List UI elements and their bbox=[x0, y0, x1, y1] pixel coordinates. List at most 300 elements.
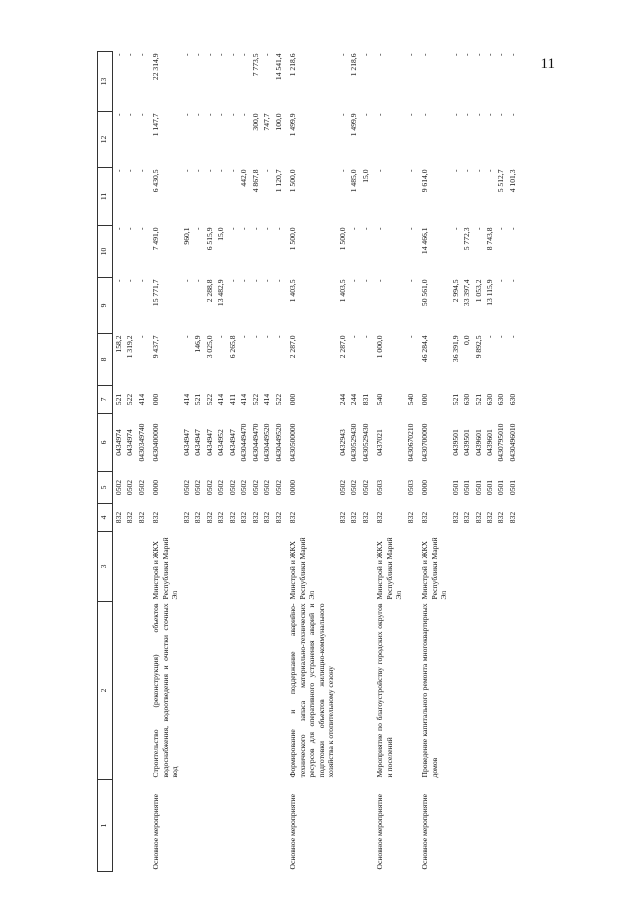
value-col11-cell: 4 867,8 bbox=[250, 169, 260, 193]
value-col11-cell: - bbox=[450, 169, 460, 173]
value-col10-cell: - bbox=[262, 227, 272, 231]
table-row bbox=[181, 52, 192, 872]
value-col12-cell: - bbox=[114, 113, 123, 117]
value-col13-cell: - bbox=[136, 53, 146, 57]
target-article-cell: 0434947 bbox=[227, 429, 237, 456]
value-col9-cell: - bbox=[405, 279, 415, 283]
section-cell: 0000 bbox=[151, 479, 161, 496]
target-article-cell: 0430500000 bbox=[288, 423, 298, 462]
value-col11-cell: 9 614,0 bbox=[420, 169, 430, 193]
grbs-cell: 832 bbox=[204, 511, 214, 524]
grbs-cell: 832 bbox=[337, 511, 347, 524]
value-col13-cell: - bbox=[337, 53, 347, 57]
section-cell: 0502 bbox=[360, 479, 370, 496]
section-cell: 0501 bbox=[462, 479, 472, 496]
value-col13-cell: - bbox=[239, 53, 249, 57]
section-cell: 0502 bbox=[262, 479, 272, 496]
grbs-cell: 832 bbox=[360, 511, 370, 524]
value-col13-cell: - bbox=[227, 53, 237, 57]
value-col9-cell: 2 994,5 bbox=[450, 279, 460, 303]
value-col13-cell: 7 773,5 bbox=[250, 53, 260, 77]
value-col10-cell: 8 743,8 bbox=[484, 227, 494, 251]
value-col9-cell: - bbox=[507, 279, 517, 283]
event-name-cell: Строительство (реконструкция) объектов водоснабжения, водоотведения и очистки сточных вод bbox=[151, 603, 180, 778]
event-type-cell bbox=[124, 780, 135, 872]
event-name-cell bbox=[204, 602, 215, 780]
value-col11-cell: - bbox=[227, 169, 237, 173]
expense-type-cell: 521 bbox=[114, 393, 123, 406]
value-col13-cell: 14 541,4 bbox=[273, 53, 283, 81]
value-col8-cell: 1 319,2 bbox=[125, 335, 135, 359]
event-name-cell bbox=[136, 602, 147, 780]
table-body bbox=[113, 52, 519, 872]
value-col12-cell: - bbox=[473, 113, 483, 117]
grbs-cell: 832 bbox=[227, 511, 237, 524]
table-row bbox=[360, 52, 371, 872]
grbs-cell: 832 bbox=[239, 511, 249, 524]
value-col8-cell: - bbox=[216, 335, 226, 339]
value-col11-cell: - bbox=[181, 169, 191, 173]
value-col8-cell: - bbox=[181, 335, 191, 339]
value-col10-cell: - bbox=[473, 227, 483, 231]
target-article-cell: 0430349740 bbox=[136, 423, 146, 462]
value-col13-cell: - bbox=[375, 53, 385, 57]
target-article-cell: 0430496010 bbox=[507, 423, 517, 462]
expense-type-cell: 522 bbox=[204, 393, 214, 406]
value-col9-cell: - bbox=[375, 279, 385, 283]
value-col11-cell: - bbox=[193, 169, 203, 173]
executor-cell: Минстрой и ЖКХ Республики Марий Эл bbox=[420, 537, 449, 600]
section-cell: 0502 bbox=[204, 479, 214, 496]
expense-type-cell: 000 bbox=[420, 393, 430, 406]
value-col9-cell: - bbox=[239, 279, 249, 283]
value-col12-cell: - bbox=[227, 113, 237, 117]
value-col13-cell: - bbox=[496, 53, 506, 57]
event-type-cell bbox=[337, 780, 348, 872]
value-col8-cell: - bbox=[496, 335, 506, 339]
value-col12-cell: - bbox=[193, 113, 203, 117]
value-col11-cell: 6 430,5 bbox=[151, 169, 161, 193]
section-cell: 0502 bbox=[216, 479, 226, 496]
event-name-cell: Проведение капитального ремонта многоквартирных домов bbox=[420, 603, 439, 778]
target-article-cell: 0434974 bbox=[125, 429, 135, 456]
value-col9-cell: 13 115,9 bbox=[484, 279, 494, 306]
value-col12-cell: - bbox=[125, 113, 135, 117]
header-cell: 8 bbox=[98, 334, 113, 386]
value-col13-cell: - bbox=[507, 53, 517, 57]
section-cell: 0501 bbox=[496, 479, 506, 496]
executor-cell bbox=[136, 532, 147, 602]
section-cell: 0502 bbox=[337, 479, 347, 496]
value-col8-cell: - bbox=[507, 335, 517, 339]
page-number: 11 bbox=[540, 56, 555, 72]
event-type-cell bbox=[461, 780, 472, 872]
header-cell: 3 bbox=[98, 532, 113, 602]
value-col8-cell: - bbox=[405, 335, 415, 339]
value-col9-cell: - bbox=[349, 279, 359, 283]
value-col13-cell: - bbox=[125, 53, 135, 57]
executor-cell bbox=[273, 532, 284, 602]
value-col10-cell: 6 515,9 bbox=[204, 227, 214, 251]
table-row bbox=[507, 52, 518, 872]
event-type-cell: Основное мероприятие bbox=[151, 794, 161, 870]
section-cell: 0502 bbox=[114, 479, 123, 496]
value-col10-cell: - bbox=[507, 227, 517, 231]
executor-cell bbox=[215, 532, 226, 602]
executor-cell bbox=[484, 532, 495, 602]
grbs-cell: 832 bbox=[262, 511, 272, 524]
grbs-cell: 832 bbox=[250, 511, 260, 524]
value-col10-cell: - bbox=[273, 227, 283, 231]
section-cell: 0000 bbox=[288, 479, 298, 496]
value-col11-cell: - bbox=[405, 169, 415, 173]
value-col9-cell: 1 053,2 bbox=[473, 279, 483, 303]
value-col10-cell: 15,0 bbox=[216, 227, 226, 241]
value-col11-cell: - bbox=[375, 169, 385, 173]
value-col10-cell: 7 491,0 bbox=[151, 227, 161, 251]
target-article-cell: 0432943 bbox=[337, 429, 347, 456]
expense-type-cell: 521 bbox=[473, 393, 483, 406]
value-col12-cell: - bbox=[239, 113, 249, 117]
grbs-cell: 832 bbox=[193, 511, 203, 524]
event-type-cell bbox=[204, 780, 215, 872]
table-row bbox=[461, 52, 472, 872]
value-col11-cell: 5 512,7 bbox=[496, 169, 506, 193]
value-col12-cell: - bbox=[420, 113, 430, 117]
event-name-cell bbox=[227, 602, 238, 780]
event-type-cell: Основное мероприятие bbox=[420, 794, 430, 870]
value-col11-cell: - bbox=[262, 169, 272, 173]
grbs-cell: 832 bbox=[349, 511, 359, 524]
expense-type-cell: 414 bbox=[136, 393, 146, 406]
grbs-cell: 832 bbox=[473, 511, 483, 524]
value-col8-cell: - bbox=[239, 335, 249, 339]
value-col13-cell: - bbox=[405, 53, 415, 57]
event-type-cell bbox=[495, 780, 506, 872]
expense-type-cell: 630 bbox=[507, 393, 517, 406]
value-col8-cell: - bbox=[349, 335, 359, 339]
value-col8-cell: 9 892,5 bbox=[473, 335, 483, 359]
event-type-cell bbox=[113, 780, 125, 872]
target-article-cell: 0430670210 bbox=[405, 423, 415, 462]
event-type-cell bbox=[181, 780, 192, 872]
event-name-cell: Формирование и поддержание аварийно-технического запаса материально-технических ресурсов для оперативного устранения аварий и подготовки объектов жилищно-коммунального хозяйства к отопительному сезону bbox=[288, 603, 336, 778]
table-row-group-start bbox=[147, 52, 180, 872]
table-row bbox=[136, 52, 147, 872]
event-type-cell bbox=[450, 780, 461, 872]
event-type-cell bbox=[405, 780, 416, 872]
section-cell: 0502 bbox=[227, 479, 237, 496]
value-col8-cell: 2 287,0 bbox=[288, 335, 298, 359]
table-row bbox=[348, 52, 359, 872]
value-col11-cell: - bbox=[337, 169, 347, 173]
value-col9-cell: - bbox=[136, 279, 146, 283]
expense-type-cell: 630 bbox=[496, 393, 506, 406]
expense-type-cell: 630 bbox=[484, 393, 494, 406]
expense-type-cell: 521 bbox=[193, 393, 203, 406]
event-type-cell bbox=[238, 780, 249, 872]
value-col8-cell: - bbox=[360, 335, 370, 339]
grbs-cell: 832 bbox=[288, 511, 298, 524]
header-cell: 5 bbox=[98, 472, 113, 504]
target-article-cell: 0439501 bbox=[450, 429, 460, 456]
value-col12-cell: - bbox=[136, 113, 146, 117]
table-row bbox=[124, 52, 135, 872]
table-row-group-start bbox=[284, 52, 336, 872]
target-article-cell: 0434952 bbox=[216, 429, 226, 456]
grbs-cell: 832 bbox=[484, 511, 494, 524]
event-type-cell: Основное мероприятие bbox=[288, 794, 298, 870]
grbs-cell: 832 bbox=[181, 511, 191, 524]
budget-table bbox=[97, 51, 518, 872]
expense-type-cell: 831 bbox=[360, 393, 370, 406]
event-name-cell bbox=[473, 602, 484, 780]
value-col10-cell: 5 772,3 bbox=[462, 227, 472, 251]
value-col9-cell: 2 288,8 bbox=[204, 279, 214, 303]
grbs-cell: 832 bbox=[462, 511, 472, 524]
event-name-cell bbox=[113, 602, 125, 780]
value-col12-cell: - bbox=[360, 113, 370, 117]
event-type-cell bbox=[360, 780, 371, 872]
grbs-cell: 832 bbox=[496, 511, 506, 524]
value-col12-cell: - bbox=[484, 113, 494, 117]
executor-cell bbox=[360, 532, 371, 602]
event-name-cell bbox=[405, 602, 416, 780]
executor-cell: Минстрой и ЖКХ Республики Марий Эл bbox=[151, 537, 180, 600]
value-col11-cell: 15,0 bbox=[360, 169, 370, 183]
section-cell: 0502 bbox=[181, 479, 191, 496]
value-col9-cell: - bbox=[262, 279, 272, 283]
value-col8-cell: 6 265,8 bbox=[227, 335, 237, 359]
value-col12-cell: - bbox=[375, 113, 385, 117]
header-cell: 1 bbox=[98, 780, 113, 872]
executor-cell bbox=[250, 532, 261, 602]
event-name-cell bbox=[450, 602, 461, 780]
value-col8-cell: - bbox=[262, 335, 272, 339]
table-row bbox=[473, 52, 484, 872]
event-type-cell bbox=[484, 780, 495, 872]
table-row bbox=[337, 52, 348, 872]
header-cell: 6 bbox=[98, 414, 113, 472]
value-col8-cell: 9 437,7 bbox=[151, 335, 161, 359]
value-col10-cell: - bbox=[375, 227, 385, 231]
section-cell: 0501 bbox=[473, 479, 483, 496]
event-name-cell bbox=[250, 602, 261, 780]
value-col12-cell: - bbox=[405, 113, 415, 117]
section-cell: 0502 bbox=[239, 479, 249, 496]
value-col12-cell: - bbox=[204, 113, 214, 117]
executor-cell bbox=[192, 532, 203, 602]
value-col10-cell: - bbox=[193, 227, 203, 231]
executor-cell: Минстрой и ЖКХ Республики Марий Эл bbox=[288, 537, 317, 600]
expense-type-cell: 414 bbox=[181, 393, 191, 406]
value-col13-cell: - bbox=[484, 53, 494, 57]
value-col8-cell: 36 391,9 bbox=[450, 335, 460, 363]
table-row bbox=[215, 52, 226, 872]
event-name-cell bbox=[124, 602, 135, 780]
value-col9-cell: 1 403,5 bbox=[288, 279, 298, 303]
event-name-cell bbox=[192, 602, 203, 780]
value-col8-cell: 1 000,0 bbox=[375, 335, 385, 359]
event-type-cell bbox=[273, 780, 284, 872]
value-col10-cell: - bbox=[239, 227, 249, 231]
value-col10-cell: - bbox=[136, 227, 146, 231]
target-article-cell: 0430449470 bbox=[250, 423, 260, 462]
executor-cell bbox=[450, 532, 461, 602]
value-col12-cell: 1 499,9 bbox=[288, 113, 298, 137]
executor-cell bbox=[181, 532, 192, 602]
value-col12-cell: - bbox=[181, 113, 191, 117]
value-col12-cell: - bbox=[216, 113, 226, 117]
value-col10-cell: - bbox=[125, 227, 135, 231]
header-cell: 7 bbox=[98, 386, 113, 414]
event-name-cell bbox=[360, 602, 371, 780]
executor-cell bbox=[227, 532, 238, 602]
executor-cell bbox=[261, 532, 272, 602]
value-col8-cell: - bbox=[484, 335, 494, 339]
value-col13-cell: 1 218,6 bbox=[349, 53, 359, 77]
event-type-cell bbox=[215, 780, 226, 872]
value-col10-cell: - bbox=[250, 227, 260, 231]
table-row bbox=[405, 52, 416, 872]
value-col10-cell: - bbox=[349, 227, 359, 231]
executor-cell bbox=[337, 532, 348, 602]
event-name-cell bbox=[261, 602, 272, 780]
executor-cell bbox=[124, 532, 135, 602]
table-row bbox=[273, 52, 284, 872]
value-col12-cell: - bbox=[337, 113, 347, 117]
value-col13-cell: 22 314,9 bbox=[151, 53, 161, 81]
value-col10-cell: - bbox=[496, 227, 506, 231]
table-row bbox=[495, 52, 506, 872]
value-col8-cell: - bbox=[250, 335, 260, 339]
section-cell: 0501 bbox=[450, 479, 460, 496]
grbs-cell: 832 bbox=[136, 511, 146, 524]
header-cell: 9 bbox=[98, 278, 113, 334]
event-type-cell: Основное мероприятие bbox=[375, 794, 385, 870]
value-col9-cell: - bbox=[181, 279, 191, 283]
event-name-cell: Мероприятие по благоустройству городских округов и поселений bbox=[375, 603, 394, 778]
section-cell: 0502 bbox=[349, 479, 359, 496]
expense-type-cell: 244 bbox=[337, 393, 347, 406]
event-name-cell bbox=[507, 602, 518, 780]
value-col9-cell: 13 482,9 bbox=[216, 279, 226, 307]
event-name-cell bbox=[461, 602, 472, 780]
target-article-cell: 0439601 bbox=[473, 429, 483, 456]
target-article-cell: 0439501 bbox=[462, 429, 472, 456]
event-name-cell bbox=[337, 602, 348, 780]
value-col10-cell: - bbox=[360, 227, 370, 231]
grbs-cell: 832 bbox=[375, 511, 385, 524]
expense-type-cell: 521 bbox=[450, 393, 460, 406]
executor-cell bbox=[238, 532, 249, 602]
value-col9-cell: - bbox=[273, 279, 283, 283]
event-name-cell bbox=[273, 602, 284, 780]
value-col11-cell: 1 485,0 bbox=[349, 169, 359, 193]
table-row bbox=[238, 52, 249, 872]
section-cell: 0501 bbox=[507, 479, 517, 496]
value-col9-cell: - bbox=[193, 279, 203, 283]
value-col8-cell: - bbox=[136, 335, 146, 339]
value-col11-cell: 442,0 bbox=[239, 169, 249, 187]
target-article-cell: 0434974 bbox=[114, 429, 123, 456]
section-cell: 0000 bbox=[420, 479, 430, 496]
value-col11-cell: - bbox=[114, 169, 123, 173]
value-col12-cell: - bbox=[450, 113, 460, 117]
expense-type-cell: 522 bbox=[273, 393, 283, 406]
value-col12-cell: 300,0 bbox=[250, 113, 260, 131]
target-article-cell: 0430449470 bbox=[239, 423, 249, 462]
executor-cell bbox=[495, 532, 506, 602]
expense-type-cell: 244 bbox=[349, 393, 359, 406]
expense-type-cell: 414 bbox=[262, 393, 272, 406]
event-type-cell bbox=[507, 780, 518, 872]
table-row bbox=[113, 52, 125, 872]
value-col12-cell: - bbox=[507, 113, 517, 117]
target-article-cell: 0430529430 bbox=[360, 423, 370, 462]
value-col10-cell: - bbox=[405, 227, 415, 231]
grbs-cell: 832 bbox=[405, 511, 415, 524]
value-col11-cell: 4 101,3 bbox=[507, 169, 517, 193]
table-row bbox=[192, 52, 203, 872]
value-col12-cell: 747,7 bbox=[262, 113, 272, 131]
executor-cell bbox=[461, 532, 472, 602]
value-col9-cell: 1 403,5 bbox=[337, 279, 347, 303]
value-col11-cell: - bbox=[125, 169, 135, 173]
grbs-cell: 832 bbox=[125, 511, 135, 524]
value-col9-cell: - bbox=[114, 279, 123, 283]
executor-cell bbox=[507, 532, 518, 602]
value-col13-cell: - bbox=[181, 53, 191, 57]
section-cell: 0502 bbox=[250, 479, 260, 496]
value-col9-cell: - bbox=[360, 279, 370, 283]
section-cell: 0502 bbox=[136, 479, 146, 496]
value-col11-cell: - bbox=[473, 169, 483, 173]
value-col8-cell: 3 025,0 bbox=[204, 335, 214, 359]
expense-type-cell: 522 bbox=[125, 393, 135, 406]
value-col9-cell: 33 397,4 bbox=[462, 279, 472, 307]
value-col10-cell: 14 466,1 bbox=[420, 227, 430, 255]
executor-cell bbox=[204, 532, 215, 602]
event-type-cell bbox=[348, 780, 359, 872]
value-col12-cell: 1 147,7 bbox=[151, 113, 161, 137]
value-col11-cell: 1 500,0 bbox=[288, 169, 298, 193]
value-col9-cell: 50 561,0 bbox=[420, 279, 430, 307]
value-col13-cell: - bbox=[450, 53, 460, 57]
section-cell: 0503 bbox=[375, 479, 385, 496]
header-cell: 13 bbox=[98, 52, 113, 112]
event-name-cell bbox=[348, 602, 359, 780]
value-col13-cell: 1 218,6 bbox=[288, 53, 298, 77]
target-article-cell: 0434947 bbox=[193, 429, 203, 456]
value-col8-cell: - bbox=[273, 335, 283, 339]
executor-cell bbox=[113, 532, 125, 602]
header-row bbox=[98, 52, 113, 872]
table-row bbox=[484, 52, 495, 872]
target-article-cell: 0430795010 bbox=[496, 423, 506, 462]
table-row bbox=[250, 52, 261, 872]
section-cell: 0502 bbox=[125, 479, 135, 496]
event-type-cell bbox=[261, 780, 272, 872]
expense-type-cell: 414 bbox=[239, 393, 249, 406]
grbs-cell: 832 bbox=[420, 511, 430, 524]
header-cell: 10 bbox=[98, 226, 113, 278]
expense-type-cell: 000 bbox=[151, 393, 161, 406]
target-article-cell: 0434947 bbox=[204, 429, 214, 456]
value-col11-cell: - bbox=[216, 169, 226, 173]
header-cell: 12 bbox=[98, 112, 113, 168]
target-article-cell: 0434947 bbox=[181, 429, 191, 456]
